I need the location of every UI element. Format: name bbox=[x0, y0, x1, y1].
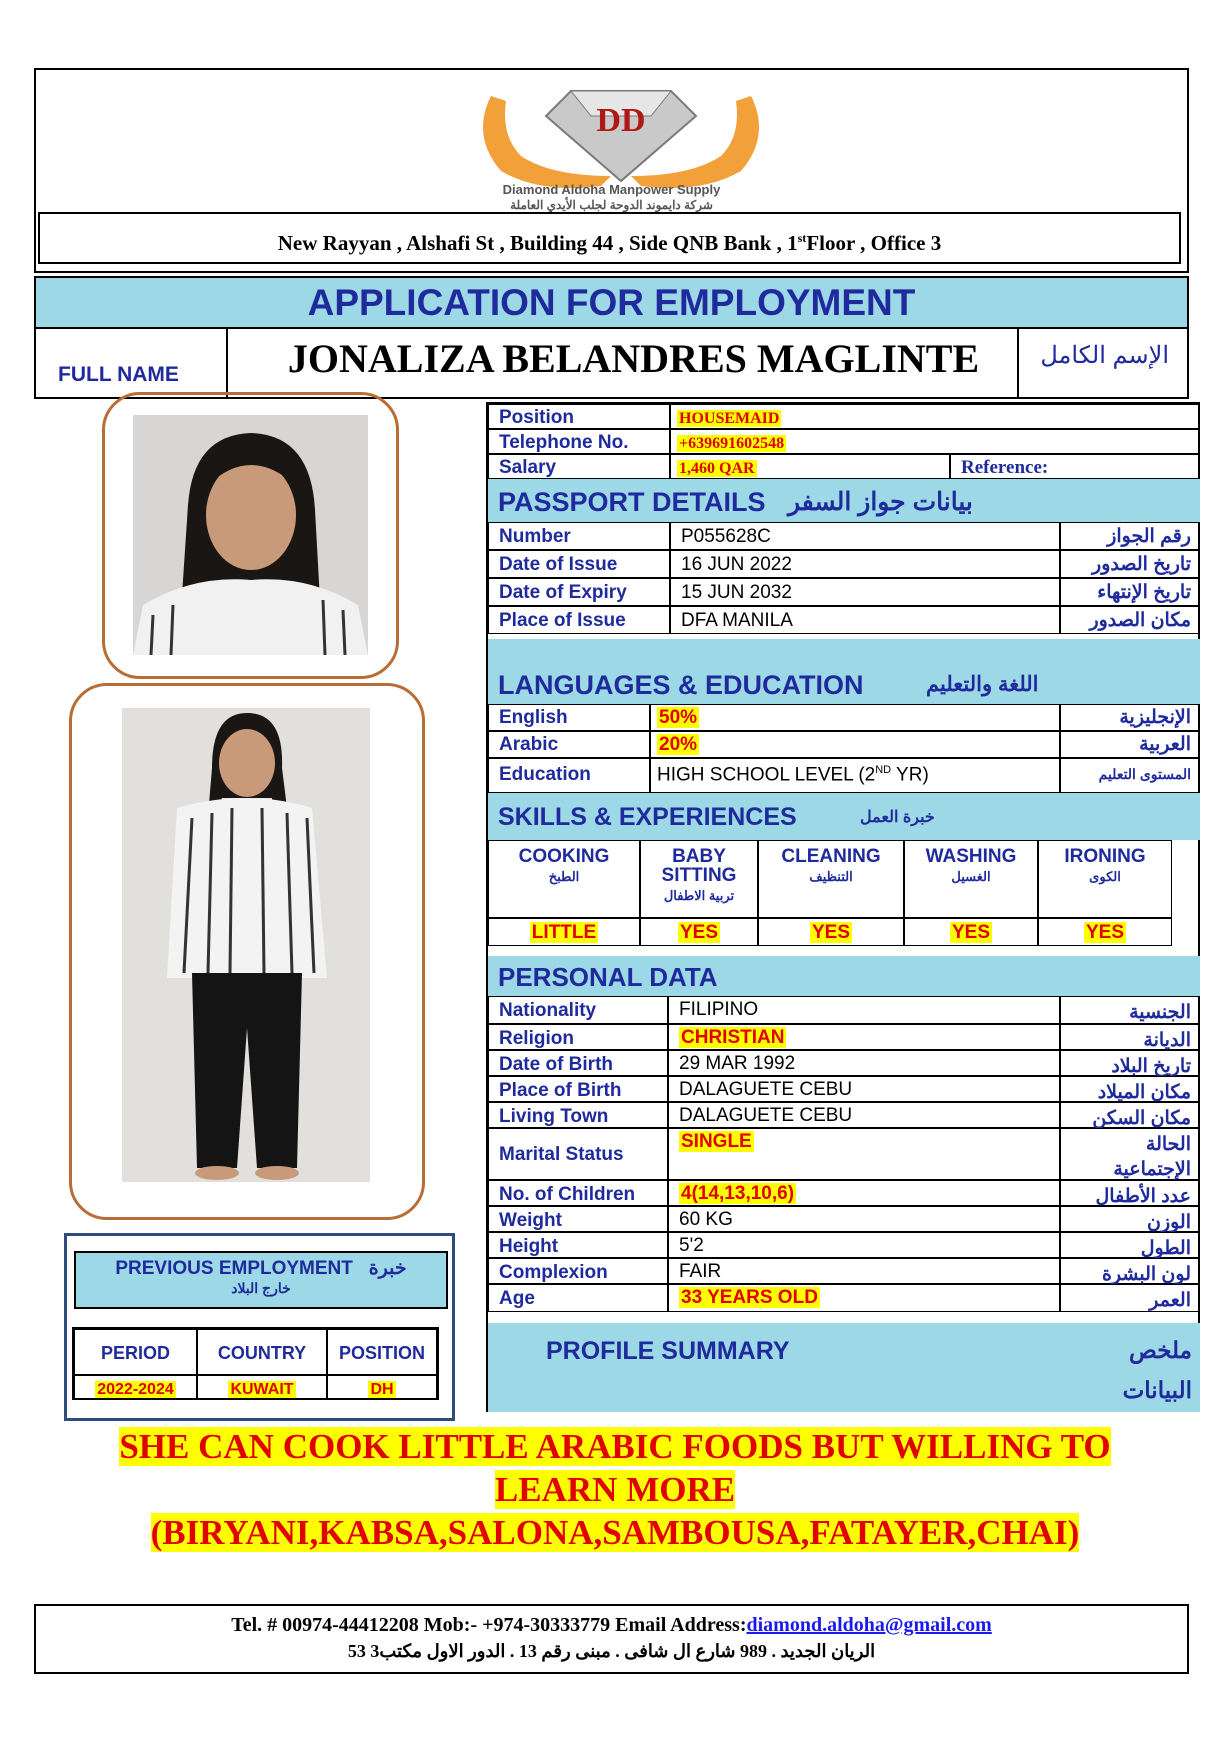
country-header: COUNTRY bbox=[197, 1329, 327, 1375]
telephone-value-cell bbox=[670, 429, 1200, 454]
skills-title: SKILLS & EXPERIENCES bbox=[498, 803, 797, 831]
footer bbox=[34, 1604, 1189, 1674]
personal-label-ar: تاريخ البلاد bbox=[1060, 1050, 1200, 1076]
remark-line-3: (BIRYANI,KABSA,SALONA,SAMBOUSA,FATAYER,CHAI) bbox=[150, 1513, 1080, 1552]
english-label: English bbox=[488, 704, 650, 731]
company-name-ar: شركة دايموند الدوحة لجلب الأيدي العاملة bbox=[510, 198, 713, 212]
education-sup: ND bbox=[875, 764, 892, 776]
previous-employment-title-ar-1: خبرة bbox=[368, 1258, 407, 1279]
english-value-cell bbox=[650, 704, 1060, 731]
passport-value: 16 JUN 2022 bbox=[670, 550, 1060, 578]
personal-value: 33 YEARS OLD bbox=[681, 1287, 818, 1308]
personal-label: Date of Birth bbox=[488, 1050, 668, 1076]
country-cell bbox=[197, 1375, 327, 1399]
skill-name: WASHING bbox=[925, 846, 1017, 867]
skill-value-cell bbox=[904, 918, 1038, 946]
skill-value: YES bbox=[951, 922, 991, 943]
passport-label-ar: مكان الصدور bbox=[1060, 606, 1200, 634]
remark-line-2: LEARN MORE bbox=[494, 1470, 736, 1509]
full-name-value: JONALIZA BELANDRES MAGLINTE bbox=[287, 336, 980, 381]
skill-name-ar: الغسيل bbox=[951, 869, 991, 884]
personal-value: FAIR bbox=[679, 1261, 722, 1282]
skill-value-cell bbox=[1038, 918, 1172, 946]
personal-value: DALAGUETE CEBU bbox=[679, 1079, 853, 1100]
personal-label-ar: الحالة الإجتماعية bbox=[1060, 1128, 1200, 1180]
personal-label: Marital Status bbox=[488, 1128, 668, 1180]
personal-label-ar: مكان السكن bbox=[1060, 1102, 1200, 1128]
personal-label-ar: الديانة bbox=[1060, 1024, 1200, 1050]
previous-employment-header bbox=[74, 1251, 448, 1309]
personal-label: Height bbox=[488, 1232, 668, 1258]
passport-label: Place of Issue bbox=[488, 606, 670, 634]
personal-value: 29 MAR 1992 bbox=[679, 1053, 796, 1074]
footer-address-ar: 53 الريان الجديد . 989 شارع ال شافى . مبنى رقم 13 . الدور الاول مكتب3 bbox=[347, 1641, 876, 1661]
arabic-label-ar: العربية bbox=[1060, 731, 1200, 758]
personal-value-cell bbox=[668, 996, 1060, 1024]
page-title: APPLICATION FOR EMPLOYMENT bbox=[34, 276, 1189, 329]
skills-section-header bbox=[488, 793, 1200, 840]
telephone-value: +639691602548 bbox=[679, 435, 785, 452]
arabic-value: 20% bbox=[659, 734, 698, 755]
skill-value: YES bbox=[811, 922, 851, 943]
address-bar bbox=[38, 212, 1181, 264]
salary-value-cell bbox=[670, 454, 950, 479]
svg-text:DD: DD bbox=[596, 102, 646, 139]
personal-label-ar: الطول bbox=[1060, 1232, 1200, 1258]
passport-label-ar: تاريخ الإنتهاء bbox=[1060, 578, 1200, 606]
personal-value: 5'2 bbox=[679, 1235, 704, 1256]
passport-label-ar: رقم الجواز bbox=[1060, 522, 1200, 550]
passport-label: Date of Expiry bbox=[488, 578, 670, 606]
skill-value: YES bbox=[679, 922, 719, 943]
passport-value: DFA MANILA bbox=[670, 606, 1060, 634]
salary-value: 1,460 QAR bbox=[679, 460, 755, 477]
personal-value-cell bbox=[668, 1024, 1060, 1050]
personal-label-ar: العمر bbox=[1060, 1284, 1200, 1312]
english-value: 50% bbox=[659, 707, 698, 728]
full-name-row bbox=[34, 329, 1189, 399]
passport-value: P055628C bbox=[670, 522, 1060, 550]
salary-label: Salary bbox=[488, 454, 670, 479]
skill-value-cell bbox=[640, 918, 758, 946]
position-value: HOUSEMAID bbox=[679, 410, 780, 427]
personal-label: Complexion bbox=[488, 1258, 668, 1284]
personal-label: No. of Children bbox=[488, 1180, 668, 1206]
personal-value: FILIPINO bbox=[679, 999, 759, 1020]
passport-title-ar: بيانات جواز السفر bbox=[788, 488, 973, 516]
personal-value: SINGLE bbox=[681, 1131, 752, 1152]
skill-header bbox=[758, 840, 904, 918]
skill-header bbox=[904, 840, 1038, 918]
skill-value-cell bbox=[758, 918, 904, 946]
personal-value-cell bbox=[668, 1258, 1060, 1284]
personal-label: Place of Birth bbox=[488, 1076, 668, 1102]
headshot-photo bbox=[133, 415, 368, 655]
skill-value: LITTLE bbox=[531, 922, 597, 943]
personal-label-ar: الوزن bbox=[1060, 1206, 1200, 1232]
education-value bbox=[650, 758, 1060, 793]
passport-section-header bbox=[488, 479, 1200, 522]
profile-title-ar-2: البيانات bbox=[1122, 1377, 1192, 1403]
skill-name-ar: الطبخ bbox=[548, 869, 580, 884]
period-header: PERIOD bbox=[74, 1329, 197, 1375]
company-name-en: Diamond Aldoha Manpower Supply bbox=[502, 182, 721, 197]
personal-label: Weight bbox=[488, 1206, 668, 1232]
full-name-ar-cell bbox=[1017, 329, 1187, 397]
personal-label: Age bbox=[488, 1284, 668, 1312]
personal-value: 60 KG bbox=[679, 1209, 733, 1230]
arabic-label: Arabic bbox=[488, 731, 650, 758]
passport-label: Number bbox=[488, 522, 670, 550]
remark-text bbox=[60, 1425, 1170, 1554]
personal-label-ar: لون البشرة bbox=[1060, 1258, 1200, 1284]
period-cell bbox=[74, 1375, 197, 1399]
personal-title: PERSONAL DATA bbox=[498, 962, 718, 992]
skill-name-ar: الكوى bbox=[1089, 869, 1121, 884]
address-text: New Rayyan , Alshafi St , Building 44 , Side QNB Bank , 1 bbox=[277, 231, 798, 255]
personal-value-cell bbox=[668, 1050, 1060, 1076]
passport-title: PASSPORT DETAILS bbox=[498, 487, 766, 517]
personal-label-ar: عدد الأطفال bbox=[1060, 1180, 1200, 1206]
personal-value-cell bbox=[668, 1206, 1060, 1232]
education-value-text: HIGH SCHOOL LEVEL (2 bbox=[657, 764, 876, 786]
arabic-value-cell bbox=[650, 731, 1060, 758]
languages-title: LANGUAGES & EDUCATION bbox=[498, 670, 864, 700]
details-table bbox=[486, 402, 1200, 1412]
passport-value: 15 JUN 2032 bbox=[670, 578, 1060, 606]
full-name-label-ar: الإسم الكامل bbox=[1040, 342, 1169, 369]
position-value-cell bbox=[670, 404, 1200, 429]
languages-title-ar: اللغة والتعليم bbox=[926, 673, 1039, 696]
personal-value-cell bbox=[668, 1128, 1060, 1180]
skill-name: IRONING bbox=[1064, 846, 1146, 867]
personal-value: CHRISTIAN bbox=[681, 1027, 785, 1048]
skill-name-ar: تربية الاطفال bbox=[663, 888, 735, 903]
education-label-ar: المستوى التعليم bbox=[1060, 758, 1200, 793]
skill-name: CLEANING bbox=[781, 846, 881, 867]
previous-employment-title-ar-2: خارج البلاد bbox=[231, 1280, 291, 1296]
address-text-2: Floor , Office 3 bbox=[806, 231, 942, 255]
period-value: 2022-2024 bbox=[97, 1381, 174, 1398]
position-label: Position bbox=[488, 404, 670, 429]
profile-title-ar-1: ملخص bbox=[1129, 1337, 1192, 1363]
position-header: POSITION bbox=[327, 1329, 437, 1375]
country-value: KUWAIT bbox=[230, 1381, 294, 1398]
personal-label-ar: مكان الميلاد bbox=[1060, 1076, 1200, 1102]
personal-label-ar: الجنسية bbox=[1060, 996, 1200, 1024]
personal-label: Living Town bbox=[488, 1102, 668, 1128]
profile-summary-section bbox=[488, 1323, 1200, 1412]
email-link[interactable]: diamond.aldoha@gmail.com bbox=[746, 1614, 992, 1636]
previous-employment-table bbox=[72, 1327, 439, 1400]
full-name-label: FULL NAME bbox=[58, 363, 179, 386]
previous-employment-title: PREVIOUS EMPLOYMENT bbox=[115, 1258, 353, 1279]
footer-contact: Tel. # 00974-44412208 Mob:- +974-30333779 Email Address: bbox=[231, 1614, 747, 1636]
english-label-ar: الإنجليزية bbox=[1060, 704, 1200, 731]
education-label: Education bbox=[488, 758, 650, 793]
skill-header bbox=[640, 840, 758, 918]
personal-section-header bbox=[488, 956, 1200, 996]
personal-value-cell bbox=[668, 1284, 1060, 1312]
skill-name: BABY SITTING bbox=[661, 846, 737, 886]
remark-line-1: SHE CAN COOK LITTLE ARABIC FOODS BUT WILLING TO bbox=[119, 1427, 1111, 1466]
personal-value-cell bbox=[668, 1102, 1060, 1128]
personal-value-cell bbox=[668, 1076, 1060, 1102]
personal-label: Religion bbox=[488, 1024, 668, 1050]
profile-title: PROFILE SUMMARY bbox=[546, 1337, 790, 1365]
personal-label: Nationality bbox=[488, 996, 668, 1024]
personal-value: 4(14,13,10,6) bbox=[681, 1183, 795, 1204]
skill-header bbox=[1038, 840, 1172, 918]
address-sup: st bbox=[797, 231, 807, 245]
passport-label: Date of Issue bbox=[488, 550, 670, 578]
education-tail: YR) bbox=[891, 764, 929, 786]
skill-name: COOKING bbox=[518, 846, 610, 867]
telephone-label: Telephone No. bbox=[488, 429, 670, 454]
personal-value-cell bbox=[668, 1232, 1060, 1258]
skills-title-ar: خبرة العمل bbox=[860, 809, 935, 826]
full-body-photo bbox=[122, 708, 370, 1182]
skill-name-ar: التنظيف bbox=[809, 869, 853, 884]
company-logo bbox=[461, 76, 781, 196]
full-name-label-cell bbox=[36, 329, 228, 397]
skill-value-cell bbox=[488, 918, 640, 946]
skill-header bbox=[488, 840, 640, 918]
position-prev-value: DH bbox=[370, 1381, 394, 1398]
personal-value: DALAGUETE CEBU bbox=[679, 1105, 853, 1126]
personal-value-cell bbox=[668, 1180, 1060, 1206]
passport-label-ar: تاريخ الصدور bbox=[1060, 550, 1200, 578]
skill-value: YES bbox=[1085, 922, 1125, 943]
languages-section-header bbox=[488, 639, 1200, 704]
reference-label: Reference: bbox=[950, 454, 1200, 479]
position-cell bbox=[327, 1375, 437, 1399]
